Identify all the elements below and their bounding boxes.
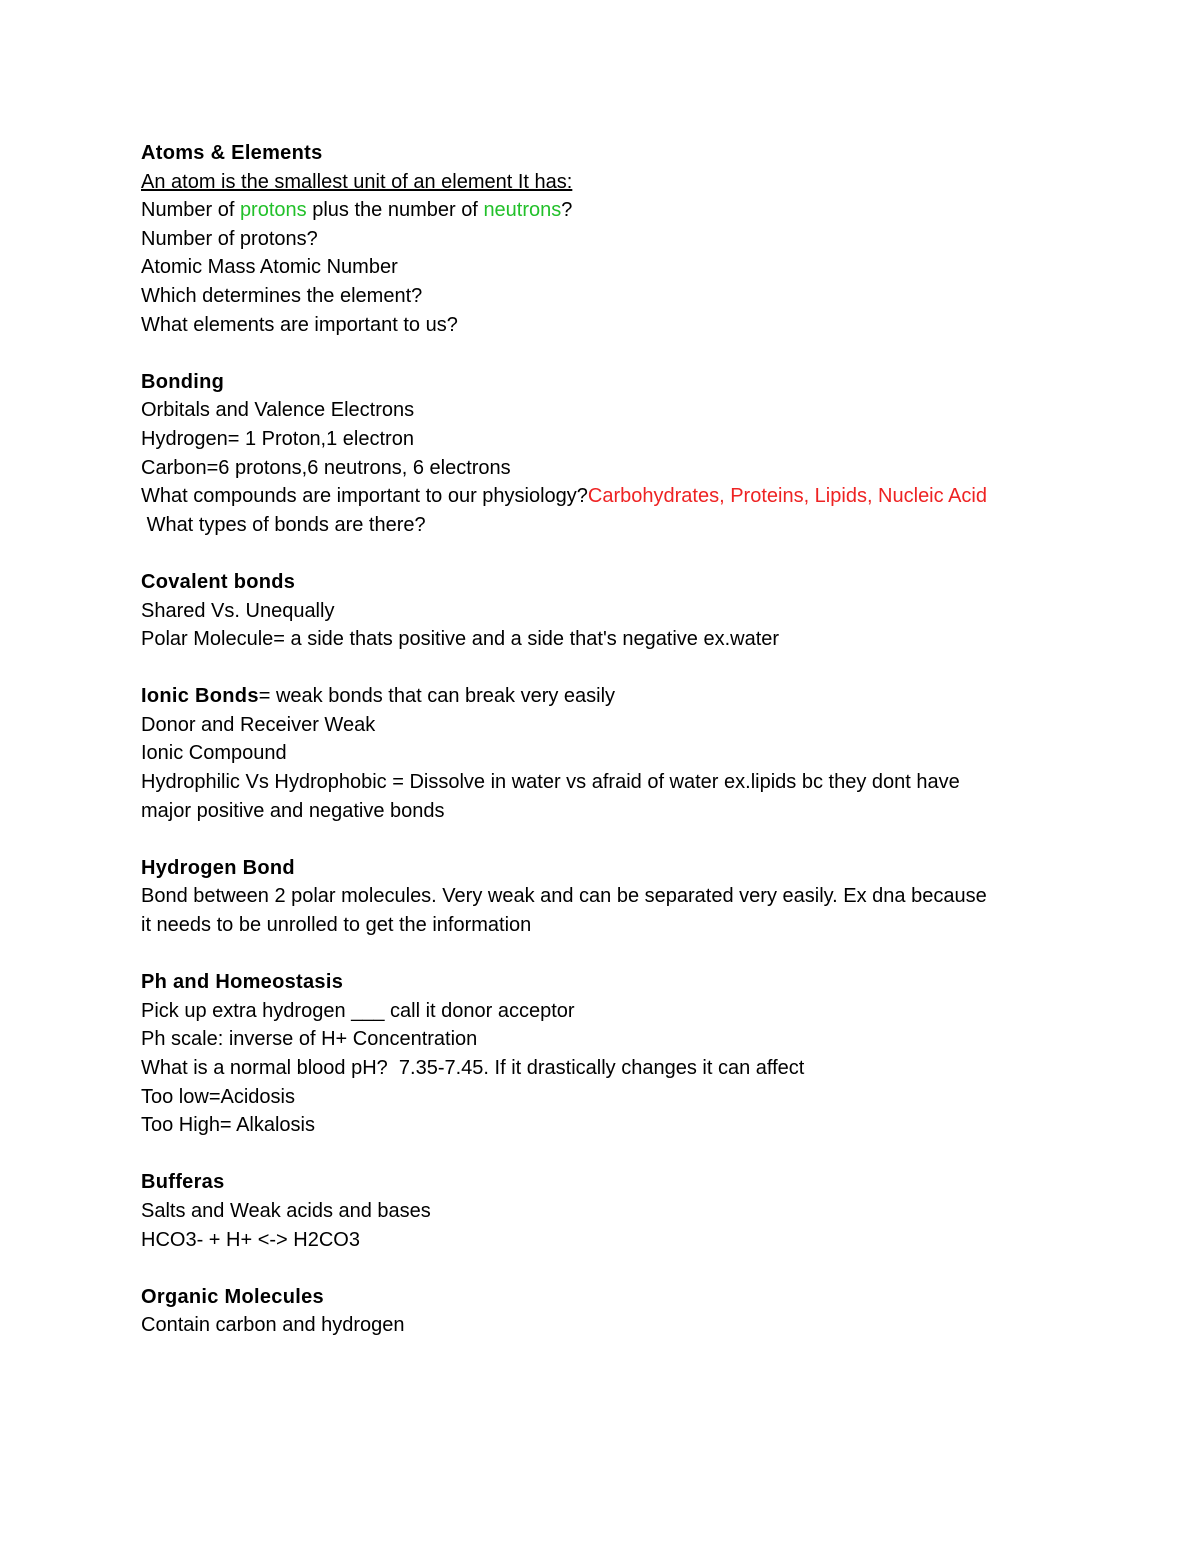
spacer	[141, 654, 1071, 683]
text-line: Too low=Acidosis	[141, 1085, 295, 1108]
text-line: Too High= Alkalosis	[141, 1114, 315, 1137]
text-line: Number of protons?	[141, 227, 318, 250]
text-line	[141, 682, 1071, 711]
section-covalent	[141, 568, 1071, 654]
section-atoms	[141, 139, 1071, 339]
spacer	[141, 1254, 1071, 1283]
text-line: What types of bonds are there?	[141, 513, 426, 536]
text-line	[141, 196, 1071, 225]
section-heading: Ph and Homeostasis	[141, 971, 344, 994]
highlight-green-neutrons: neutrons	[483, 199, 562, 222]
text-line: Atomic Mass Atomic Number	[141, 256, 398, 279]
text-line: Hydrophilic Vs Hydrophobic = Dissolve in water vs afraid of water ex.lipids bc they dont have	[141, 771, 960, 794]
text-line: Carbon=6 protons,6 neutrons, 6 electrons	[141, 456, 511, 479]
text-line: major positive and negative bonds	[141, 799, 445, 822]
document-page	[141, 139, 1071, 1340]
text-line: What is a normal blood pH? 7.35-7.45. If it drastically changes it can affect	[141, 1057, 805, 1079]
spacer	[141, 339, 1071, 368]
spacer	[141, 539, 1071, 568]
spacer	[141, 825, 1071, 854]
text-span: What compounds are important to our physiology?	[141, 485, 588, 508]
text-span: plus the number of	[306, 199, 484, 222]
text-span: = weak bonds that can break very easily	[258, 685, 616, 708]
text-line: Contain carbon and hydrogen	[141, 1314, 405, 1337]
section-heading: Covalent bonds	[141, 570, 296, 593]
text-line: Pick up extra hydrogen ___ call it donor acceptor	[141, 999, 575, 1022]
text-line: HCO3- + H+ <-> H2CO3	[141, 1228, 360, 1251]
section-heading: Ionic Bonds	[141, 685, 259, 708]
spacer	[141, 940, 1071, 969]
text-span: ?	[561, 199, 573, 222]
text-line: it needs to be unrolled to get the information	[141, 914, 532, 937]
text-line: Shared Vs. Unequally	[141, 599, 335, 622]
section-bonding	[141, 368, 1071, 540]
text-line: What elements are important to us?	[141, 313, 458, 336]
text-span: Number of	[141, 199, 240, 222]
text-line: Polar Molecule= a side thats positive and a side that's negative ex.water	[141, 628, 780, 651]
text-line	[141, 482, 1071, 511]
section-hydrogen-bond	[141, 854, 1071, 940]
text-line: Ionic Compound	[141, 742, 287, 765]
text-line: Orbitals and Valence Electrons	[141, 399, 415, 422]
section-heading: Organic Molecules	[141, 1285, 324, 1308]
section-ph	[141, 968, 1071, 1140]
spacer	[141, 1140, 1071, 1169]
text-line: Salts and Weak acids and bases	[141, 1199, 431, 1222]
highlight-red-compounds: Carbohydrates, Proteins, Lipids, Nucleic Acid	[587, 485, 987, 508]
section-heading: Atoms & Elements	[141, 142, 323, 164]
section-heading: Bonding	[141, 370, 225, 393]
text-line: Donor and Receiver Weak	[141, 713, 376, 736]
text-line: Which determines the element?	[141, 284, 423, 307]
section-ionic	[141, 682, 1071, 825]
text-line	[141, 168, 1071, 197]
section-heading: Hydrogen Bond	[141, 856, 295, 879]
text-line: Hydrogen= 1 Proton,1 electron	[141, 427, 414, 450]
section-organic	[141, 1283, 1071, 1340]
text-line: Bond between 2 polar molecules. Very weak and can be separated very easily. Ex dna because	[141, 885, 987, 908]
section-buffers	[141, 1168, 1071, 1254]
highlight-green-protons: protons	[239, 199, 307, 222]
underlined-text: An atom is the smallest unit of an element It has:	[141, 170, 573, 193]
text-line: Ph scale: inverse of H+ Concentration	[141, 1028, 478, 1051]
section-heading: Bufferas	[141, 1171, 225, 1194]
